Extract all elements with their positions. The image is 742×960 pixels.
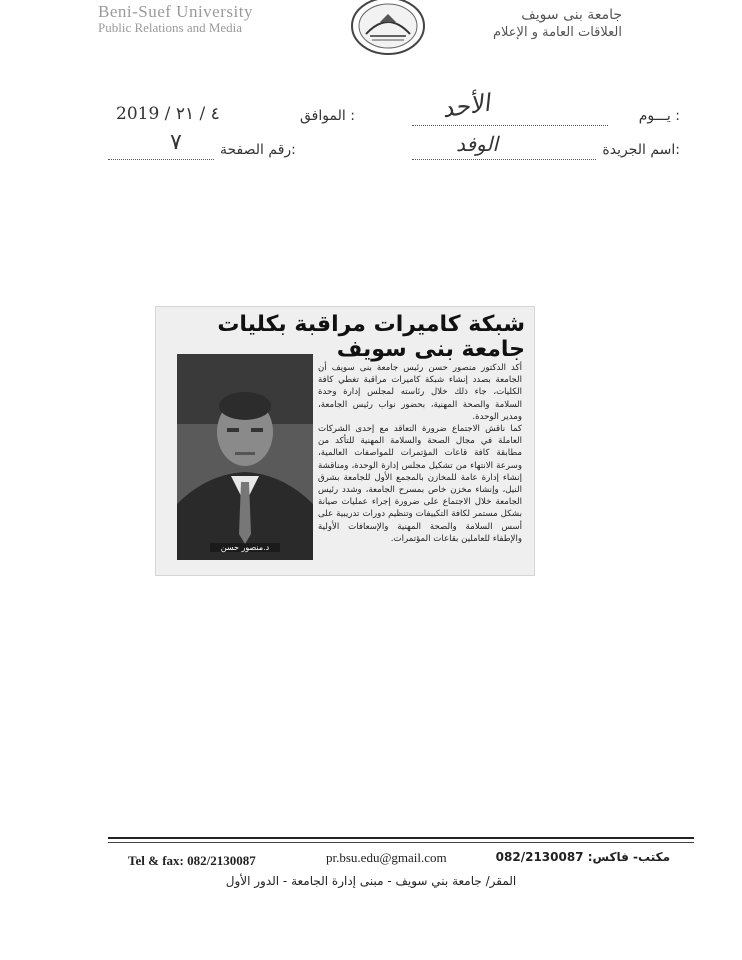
day-dotted-line — [412, 113, 608, 126]
university-logo — [350, 0, 426, 56]
university-name-en-block — [98, 4, 253, 36]
day-value: الأحد — [440, 88, 492, 124]
university-name-ar-block — [493, 6, 622, 42]
footer-office-fax: مكتب- فاكس: 082/2130087 — [495, 850, 670, 864]
date-value: 2019 / ٤ / ٢١ — [116, 104, 220, 124]
university-name-ar: جامعة بنى سويف — [521, 7, 622, 23]
article-paragraph: أكد الدكتور منصور حسن رئيس جامعة بنى سويف أن الجامعة بصدد إنشاء شبكة كاميرات مراقبة تغطي كافة الكليات، جاء ذلك خلال رئاسته لمجلس إدارة وحدة السلامة والصحة المهنية، بحضور نواب رئيس الجامعة، ومدير الوحدة. — [318, 363, 522, 422]
portrait-photo — [177, 354, 313, 560]
footer-rule-thin — [108, 842, 694, 843]
newspaper-value: الوفد — [456, 132, 499, 156]
page-label: رقم الصفحة: — [220, 142, 296, 158]
footer-rule — [108, 837, 694, 839]
photo-caption: د.منصور حسن — [210, 543, 280, 552]
date-label: الموافق : — [300, 108, 355, 124]
article-paragraph: كما ناقش الاجتماع ضرورة التعاقد مع إحدى الشركات العاملة في مجال الصحة والسلامة المهنية للتأكد من مطابقة كافة قاعات المؤتمرات للمواصفات العالمية، وسرعة الانتهاء من تشكيل مجلس إدارة الوحدة، ومناقشة إنشاء إدارة عامة للمخازن بالمجمع الأول للجامعة بشرق النيل، وإنشاء مخزن خاص بمسرح الجامعة، وشدد رئيس الجامعة خلال الاجتماع على ضرورة إجراء عمليات صيانة بشكل مستمر لكافة التكييفات وتنظيم دورات تدريبية على أسس السلامة والصحة المهنية والإسعافات الأولية والإطفاء للعاملين بقاعات المؤتمرات. — [318, 424, 522, 544]
footer-tel-fax: Tel & fax: 082/2130087 — [128, 853, 256, 868]
footer-address: المقر/ جامعة بني سويف - مبنى إدارة الجامعة - الدور الأول — [225, 874, 517, 888]
newspaper-label: اسم الجريدة: — [602, 142, 680, 158]
clipping-headline: شبكة كاميرات مراقبة بكليات جامعة بنى سويف — [217, 312, 525, 362]
department-name-ar: العلاقات العامة و الإعلام — [492, 25, 622, 40]
day-label: يـــوم : — [638, 108, 680, 124]
page-dotted-line — [108, 147, 214, 160]
university-name-en: Beni-Suef University — [98, 2, 253, 21]
department-name-en: Public Relations and Media — [98, 20, 243, 35]
footer-email: pr.bsu.edu@gmail.com — [326, 850, 447, 865]
article-body — [318, 362, 522, 545]
portrait-illustration — [177, 354, 313, 560]
newspaper-dotted-line — [412, 147, 596, 160]
page-value: ٧ — [170, 130, 182, 155]
